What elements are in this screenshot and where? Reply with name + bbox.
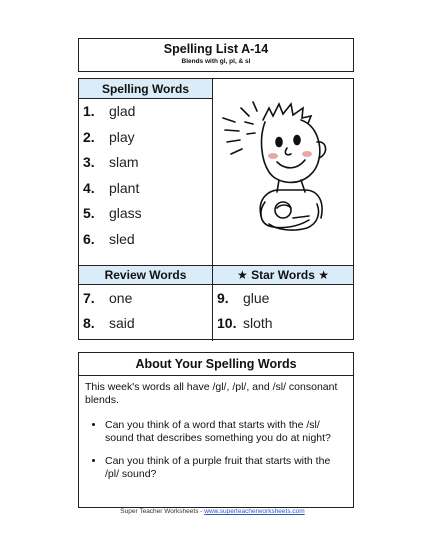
footer-link[interactable]: www.superteacherworksheets.com <box>204 508 305 515</box>
about-section <box>78 352 354 508</box>
item-word: glad <box>109 103 136 119</box>
item-word: said <box>109 315 135 331</box>
item-word: glue <box>243 290 270 306</box>
list-item <box>83 154 139 170</box>
list-item <box>83 231 135 247</box>
item-word: play <box>109 129 135 145</box>
page-subtitle: Blends with gl, pl, & sl <box>181 58 251 65</box>
item-number: 6. <box>83 231 95 247</box>
item-word: plant <box>109 180 140 196</box>
thinking-boy-icon <box>213 98 353 248</box>
review-star-heading-bar <box>79 265 353 285</box>
question-item: • Can you think of a word that starts with the /sl/ sound that describes something you do at night? <box>105 419 345 445</box>
question-item: • Can you think of a purple fruit that starts with the /pl/ sound? <box>105 455 345 481</box>
list-item <box>217 290 269 306</box>
item-number: 7. <box>83 290 95 306</box>
footer <box>0 508 425 515</box>
list-item <box>83 290 132 306</box>
star-words-heading: ★ Star Words ★ <box>237 268 329 282</box>
item-number: 3. <box>83 154 95 170</box>
item-word: slam <box>109 154 139 170</box>
item-word: one <box>109 290 133 306</box>
list-item <box>83 315 135 331</box>
list-item <box>217 315 273 331</box>
column-divider <box>212 285 213 341</box>
item-word: sloth <box>243 315 273 331</box>
page-title: Spelling List A-14 <box>163 42 269 56</box>
item-number: 5. <box>83 205 95 221</box>
list-item <box>83 180 139 196</box>
list-item <box>83 129 135 145</box>
item-word: sled <box>109 231 135 247</box>
about-title: About Your Spelling Words <box>79 353 353 376</box>
item-number: 2. <box>83 129 95 145</box>
review-words-heading: Review Words <box>79 266 213 284</box>
item-number: 10. <box>217 315 237 331</box>
about-intro: This week's words all have /gl/, /pl/, and /sl/ consonant blends. <box>85 381 338 406</box>
about-questions <box>89 419 345 491</box>
footer-text: Super Teacher Worksheets - <box>120 508 205 515</box>
spelling-words-column <box>79 99 213 265</box>
spelling-words-heading: Spelling Words <box>79 79 213 99</box>
list-item <box>83 205 142 221</box>
list-item <box>83 103 135 119</box>
item-number: 8. <box>83 315 95 331</box>
item-number: 1. <box>83 103 95 119</box>
item-number: 9. <box>217 290 229 306</box>
item-number: 4. <box>83 180 95 196</box>
worksheet-header <box>78 38 354 72</box>
item-word: glass <box>109 205 142 221</box>
